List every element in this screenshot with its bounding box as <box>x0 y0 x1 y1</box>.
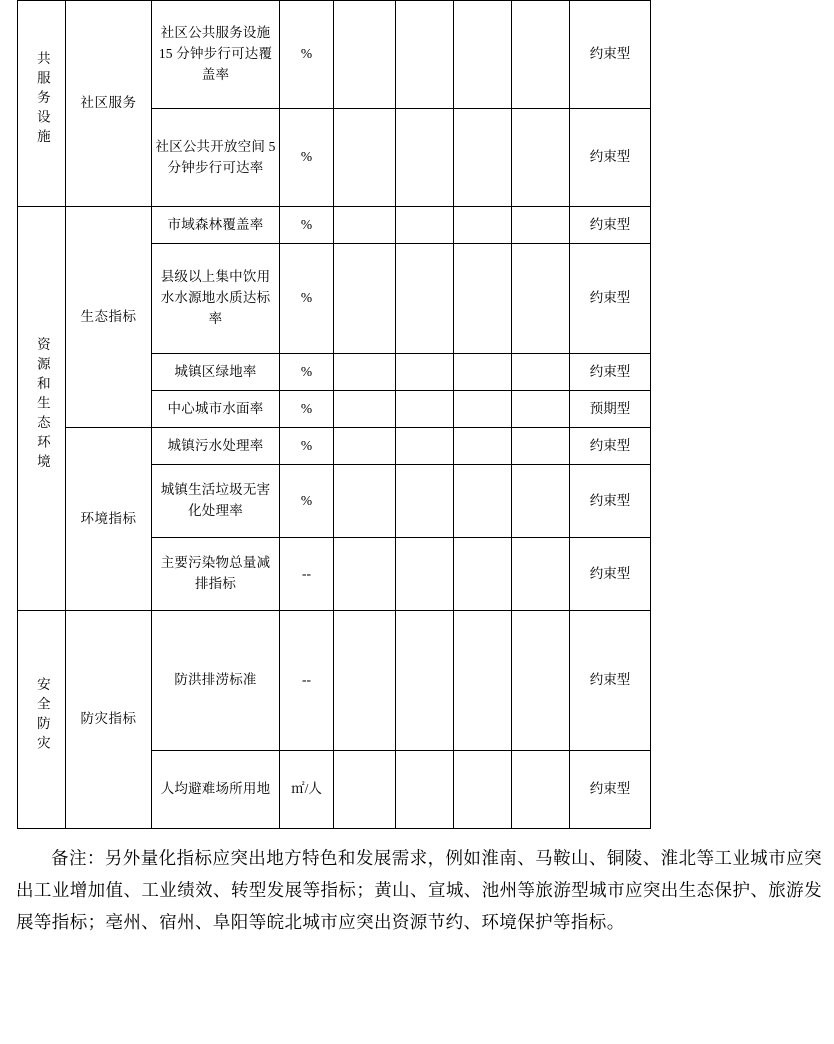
row-year4 <box>512 354 570 391</box>
row-unit: % <box>280 109 334 207</box>
row-year3 <box>454 428 512 465</box>
row-year3 <box>454 109 512 207</box>
row-year3 <box>454 538 512 611</box>
row-year2 <box>396 244 454 354</box>
note-text: 另外量化指标应突出地方特色和发展需求，例如淮南、马鞍山、铜陵、淮北等工业城市应突出工业增加值、工业绩效、转型发展等指标；黄山、宣城、池州等旅游型城市应突出生态保护、旅游发展等指标；亳州、宿州、阜阳等皖北城市应突出资源节约、环境保护等指标。 <box>16 848 823 932</box>
row-year1 <box>334 244 396 354</box>
table-row <box>18 1 651 109</box>
row-year2 <box>396 611 454 751</box>
row-type: 预期型 <box>570 391 651 428</box>
table-row <box>18 207 651 244</box>
row-subcategory: 防灾指标 <box>66 611 152 829</box>
row-year3 <box>454 751 512 829</box>
row-category <box>18 207 66 611</box>
row-year1 <box>334 611 396 751</box>
row-unit: -- <box>280 538 334 611</box>
row-unit: ㎡/人 <box>280 751 334 829</box>
row-indicator: 社区公共开放空间 5 分钟步行可达率 <box>152 109 280 207</box>
row-unit: % <box>280 1 334 109</box>
row-category <box>18 611 66 829</box>
row-year2 <box>396 751 454 829</box>
row-year1 <box>334 751 396 829</box>
row-year2 <box>396 109 454 207</box>
row-type: 约束型 <box>570 538 651 611</box>
row-year3 <box>454 391 512 428</box>
row-indicator: 社区公共服务设施 15 分钟步行可达覆盖率 <box>152 1 280 109</box>
row-year2 <box>396 538 454 611</box>
row-year3 <box>454 465 512 538</box>
table-row <box>18 611 651 751</box>
category-label: 共服务设施 <box>34 51 50 149</box>
row-unit: % <box>280 354 334 391</box>
row-year4 <box>512 109 570 207</box>
row-type: 约束型 <box>570 354 651 391</box>
row-year4 <box>512 207 570 244</box>
category-label: 资源和生态环境 <box>34 336 50 474</box>
row-indicator: 市域森林覆盖率 <box>152 207 280 244</box>
row-indicator: 主要污染物总量减排指标 <box>152 538 280 611</box>
row-type: 约束型 <box>570 611 651 751</box>
row-unit: % <box>280 465 334 538</box>
row-indicator: 城镇污水处理率 <box>152 428 280 465</box>
row-indicator: 城镇生活垃圾无害化处理率 <box>152 465 280 538</box>
row-type: 约束型 <box>570 465 651 538</box>
row-year1 <box>334 1 396 109</box>
note-label: 备注： <box>51 848 105 868</box>
row-type: 约束型 <box>570 751 651 829</box>
category-label: 安全防灾 <box>34 677 50 756</box>
row-unit: % <box>280 391 334 428</box>
row-year4 <box>512 611 570 751</box>
row-year2 <box>396 428 454 465</box>
row-year1 <box>334 538 396 611</box>
indicator-table <box>17 0 651 829</box>
row-indicator: 城镇区绿地率 <box>152 354 280 391</box>
row-type: 约束型 <box>570 1 651 109</box>
row-year3 <box>454 611 512 751</box>
row-unit: % <box>280 244 334 354</box>
table-row <box>18 428 651 465</box>
row-year2 <box>396 207 454 244</box>
row-type: 约束型 <box>570 109 651 207</box>
row-indicator: 县级以上集中饮用水水源地水质达标率 <box>152 244 280 354</box>
row-year1 <box>334 428 396 465</box>
row-year1 <box>334 207 396 244</box>
row-year2 <box>396 391 454 428</box>
row-year2 <box>396 354 454 391</box>
row-unit: -- <box>280 611 334 751</box>
row-indicator: 中心城市水面率 <box>152 391 280 428</box>
row-year1 <box>334 391 396 428</box>
row-year1 <box>334 465 396 538</box>
row-unit: % <box>280 428 334 465</box>
row-year1 <box>334 354 396 391</box>
row-year4 <box>512 751 570 829</box>
row-indicator: 防洪排涝标准 <box>152 611 280 751</box>
row-subcategory: 社区服务 <box>66 1 152 207</box>
row-year2 <box>396 465 454 538</box>
row-year3 <box>454 244 512 354</box>
row-year2 <box>396 1 454 109</box>
row-year3 <box>454 1 512 109</box>
table-note <box>0 843 834 939</box>
row-year4 <box>512 1 570 109</box>
row-year3 <box>454 207 512 244</box>
row-year4 <box>512 244 570 354</box>
row-type: 约束型 <box>570 428 651 465</box>
row-year4 <box>512 465 570 538</box>
row-subcategory: 生态指标 <box>66 207 152 428</box>
row-year4 <box>512 428 570 465</box>
row-unit: % <box>280 207 334 244</box>
row-category <box>18 1 66 207</box>
row-year4 <box>512 538 570 611</box>
row-year1 <box>334 109 396 207</box>
row-type: 约束型 <box>570 244 651 354</box>
row-year3 <box>454 354 512 391</box>
row-type: 约束型 <box>570 207 651 244</box>
row-year4 <box>512 391 570 428</box>
row-subcategory: 环境指标 <box>66 428 152 611</box>
row-indicator: 人均避难场所用地 <box>152 751 280 829</box>
